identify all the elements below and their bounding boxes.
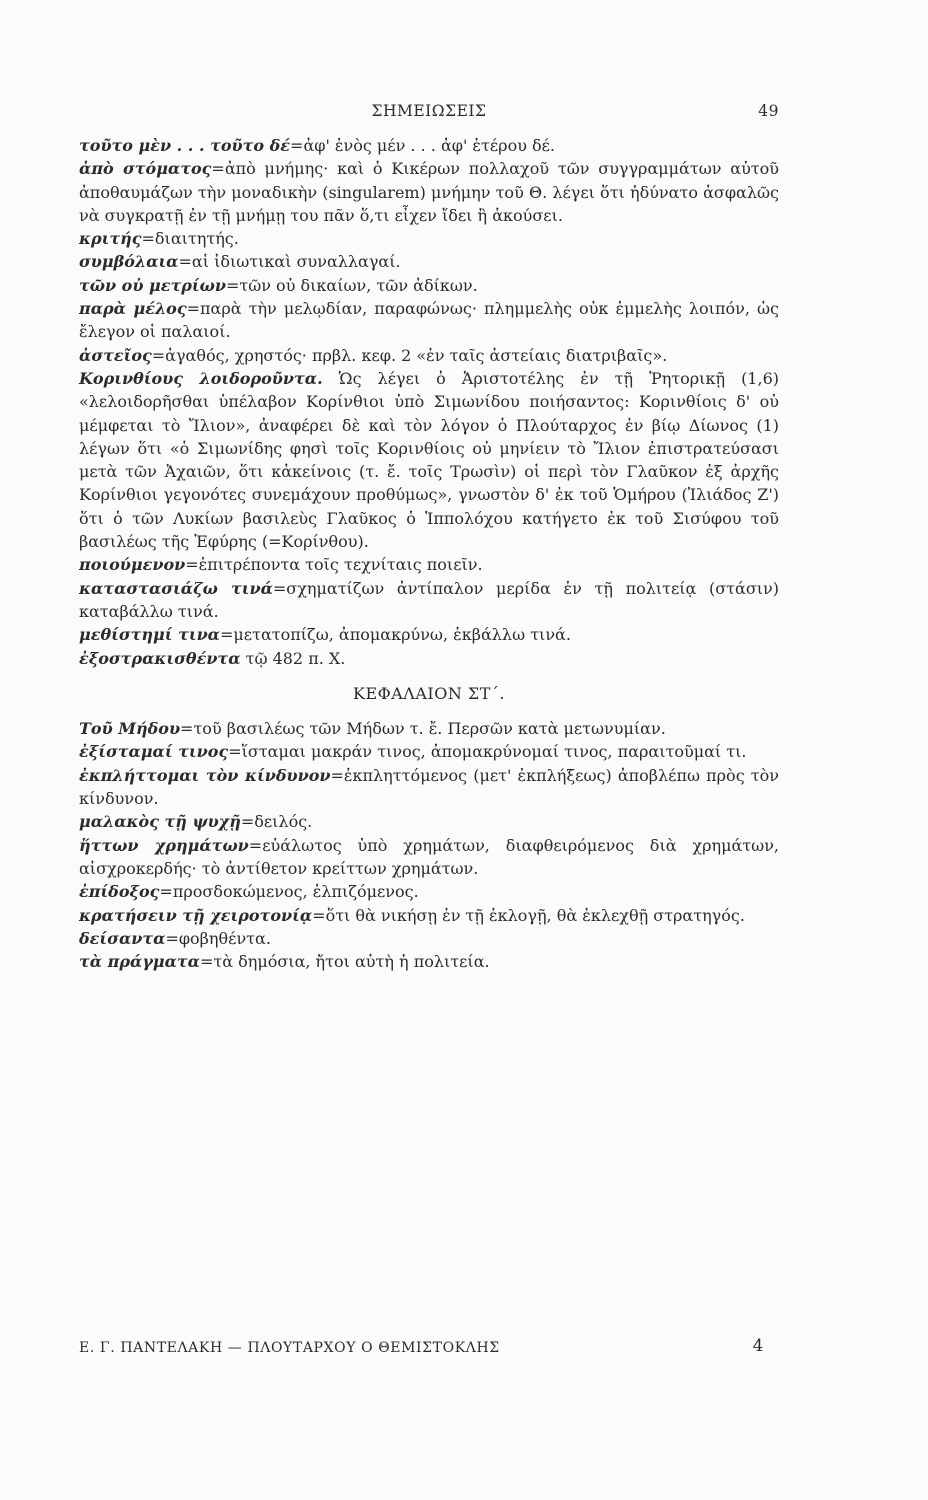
note-term: Τοῦ Μήδου [79,719,181,739]
note-term: μεθίστημί τινα [79,625,220,645]
note-term: μαλακὸς τῇ ψυχῇ [79,812,241,832]
page-number: 49 [758,102,779,120]
note-term: παρὰ μέλος [79,299,187,319]
note-term: ἐξίσταμαί τινος [79,742,229,762]
note-entry [79,553,779,576]
notes-block-1 [79,134,779,670]
note-entry [79,227,779,250]
note-entry [79,577,779,624]
note-term: δείσαντα [79,928,166,948]
note-gloss: =δειλός. [240,812,313,832]
note-entry [79,134,779,157]
note-term: τῶν οὐ μετρίων [79,275,226,295]
notes-body [79,134,779,973]
note-entry [79,740,779,763]
note-gloss: =ἀγαθός, χρηστός· πρβλ. κεφ. 2 «ἐν ταῖς ἀστείαις διατριβαῖς». [151,345,668,365]
note-entry [79,950,779,973]
note-gloss: =φοβηθέντα. [165,928,271,948]
footer-title: Ε. Γ. ΠΑΝΤΕΛΑΚΗ — ΠΛΟΥΤΑΡΧΟΥ Ο ΘΕΜΙΣΤΟΚΛΗΣ [79,1340,500,1356]
note-gloss: =διαιτητής. [141,229,239,249]
note-term: ποιούμενον [79,555,186,575]
note-entry [79,647,779,670]
note-term: τοῦτο μὲν . . . τοῦτο δέ [79,136,291,155]
note-term: καταστασιάζω τινά [79,578,273,598]
note-entry [79,834,779,881]
note-gloss: Ὡς λέγει ὁ Ἀριστοτέλης ἐν τῇ Ῥητορικῇ (1,6) «λελοιδορῆσθαι ὑπέλαβον Κορίνθιοι ὑπὸ Σιμωνίδου ποιήσαντος: Κορινθίοις δ' οὐ μέμφεται τὸ Ἴλιον», ἀναφέρει δὲ καὶ τὸν λόγον ὁ Πλούταρχος ἐν βίῳ Δίωνος (1) λέγων ὅτι «ὁ Σιμωνίδης φησὶ τοῖς Κορινθίοις οὐ μηνίειν τὸ Ἴλιον ἐπιστρατεύσασι μετὰ τῶν Ἀχαιῶν, ὅτι κἀκείνοις (τ. ἔ. τοῖς Τρωσὶν) οἱ περὶ τὸν Γλαῦκον ἐξ ἀρχῆς Κορίνθιοι γεγονότες συνεμάχουν προθύμως», γνωστὸν δ' ἐκ τοῦ Ὁμήρου (Ἰλιάδος Ζ') ὅτι ὁ τῶν Λυκίων βασιλεὺς Γλαῦκος ὁ Ἱππολόχου κατήγετο ἐκ τοῦ Σισύφου τοῦ βασιλέως τῆς Ἐφύρης (=Κορίνθου). [79,368,779,552]
note-gloss: =ἐκπληττόμενος (μετ' ἐκπλήξεως) ἀποβλέπω πρὸς τὸν κίνδυνον. [79,765,779,809]
note-gloss: =παρὰ τὴν μελῳδίαν, παραφώνως· πλημμελὴς οὐκ ἐμμελὴς λοιπόν, ὡς ἔλεγον οἱ παλαιοί. [79,299,779,342]
note-gloss: =σχηματίζων ἀντίπαλον μερίδα ἐν τῇ πολιτείᾳ (στάσιν) καταβάλλω τινά. [79,578,780,621]
note-gloss: =αἱ ἰδιωτικαὶ συναλλαγαί. [178,252,401,272]
note-gloss: =προσδοκώμενος, ἐλπιζόμενος. [159,882,419,902]
note-entry [79,297,779,344]
note-entry [79,904,779,927]
note-gloss: =ἵσταμαι μακράν τινος, ἀπομακρύνομαί τινος, παραιτοῦμαί τι. [228,742,747,762]
note-entry [79,810,779,833]
note-term: ἀπὸ στόματος [79,159,212,179]
note-gloss: =ἀπὸ μνήμης· καὶ ὁ Κικέρων πολλαχοῦ τῶν συγγραμμάτων αὐτοῦ ἀποθαυμάζων τὴν μοναδικὴν (singularem) μνήμην τοῦ Θ. λέγει ὅτι ἠδύνατο ἀσφαλῶς νὰ συγκρατῇ ἐν τῇ μνήμῃ του πᾶν ὅ,τι εἶχεν ἴδει ἢ ἀκούσει. [79,159,780,225]
note-entry [79,764,779,811]
note-term: συμβόλαια [79,252,179,272]
note-gloss: τῷ 482 π. Χ. [240,648,346,668]
note-gloss: =τοῦ βασιλέως τῶν Μήδων τ. ἔ. Περσῶν κατὰ μετωνυμίαν. [180,719,666,739]
note-gloss: =εὐάλωτος ὑπὸ χρημάτων, διαφθειρόμενος διὰ χρημάτων, αἰσχροκερδής· τὸ ἀντίθετον κρείττων χρημάτων. [79,835,780,878]
running-header [79,102,779,126]
note-entry [79,274,779,297]
note-term: ἥττων χρημάτων [79,835,249,855]
header-title: ΣΗΜΕΙΩΣΕΙΣ [371,102,487,120]
note-term: ἐξοστρακισθέντα [79,648,241,668]
notes-block-2 [79,717,779,973]
note-entry [79,927,779,950]
note-term: ἐπίδοξος [79,882,160,902]
note-gloss: =ὅτι θὰ νικήσῃ ἐν τῇ ἐκλογῇ, θὰ ἐκλεχθῇ στρατηγός. [312,905,745,925]
note-entry [79,717,779,740]
note-term: κρατήσειν τῇ χειροτονίᾳ [79,905,313,925]
note-entry [79,344,779,367]
note-gloss: =τῶν οὐ δικαίων, τῶν ἀδίκων. [225,275,478,295]
note-term: ἀστεῖος [79,345,152,365]
chapter-heading: ΚΕΦΑΛΑΙΟΝ ΣΤ΄. [352,683,505,703]
note-entry [79,623,779,646]
note-entry [79,250,779,273]
note-entry [79,880,779,903]
note-gloss: =ἐπιτρέποντα τοῖς τεχνίταις ποιεῖν. [185,555,483,575]
note-term: κριτής [79,229,142,249]
note-gloss: =μετατοπίζω, ἀπομακρύνω, ἐκβάλλω τινά. [220,625,571,645]
note-entry [79,157,779,227]
signature-mark: 4 [752,1336,764,1356]
note-term: ἐκπλήττομαι τὸν κίνδυνον [79,765,331,785]
note-term: Κορινθίους λοιδοροῦντα. [79,368,323,388]
note-gloss: =τὰ δημόσια, ἤτοι αὐτὴ ἡ πολιτεία. [199,952,490,972]
note-gloss: =ἀφ' ἑνὸς μέν . . . ἀφ' ἑτέρου δέ. [290,136,556,155]
note-entry [79,367,779,553]
note-term: τὰ πράγματα [79,952,200,972]
page-footer [79,1336,779,1362]
